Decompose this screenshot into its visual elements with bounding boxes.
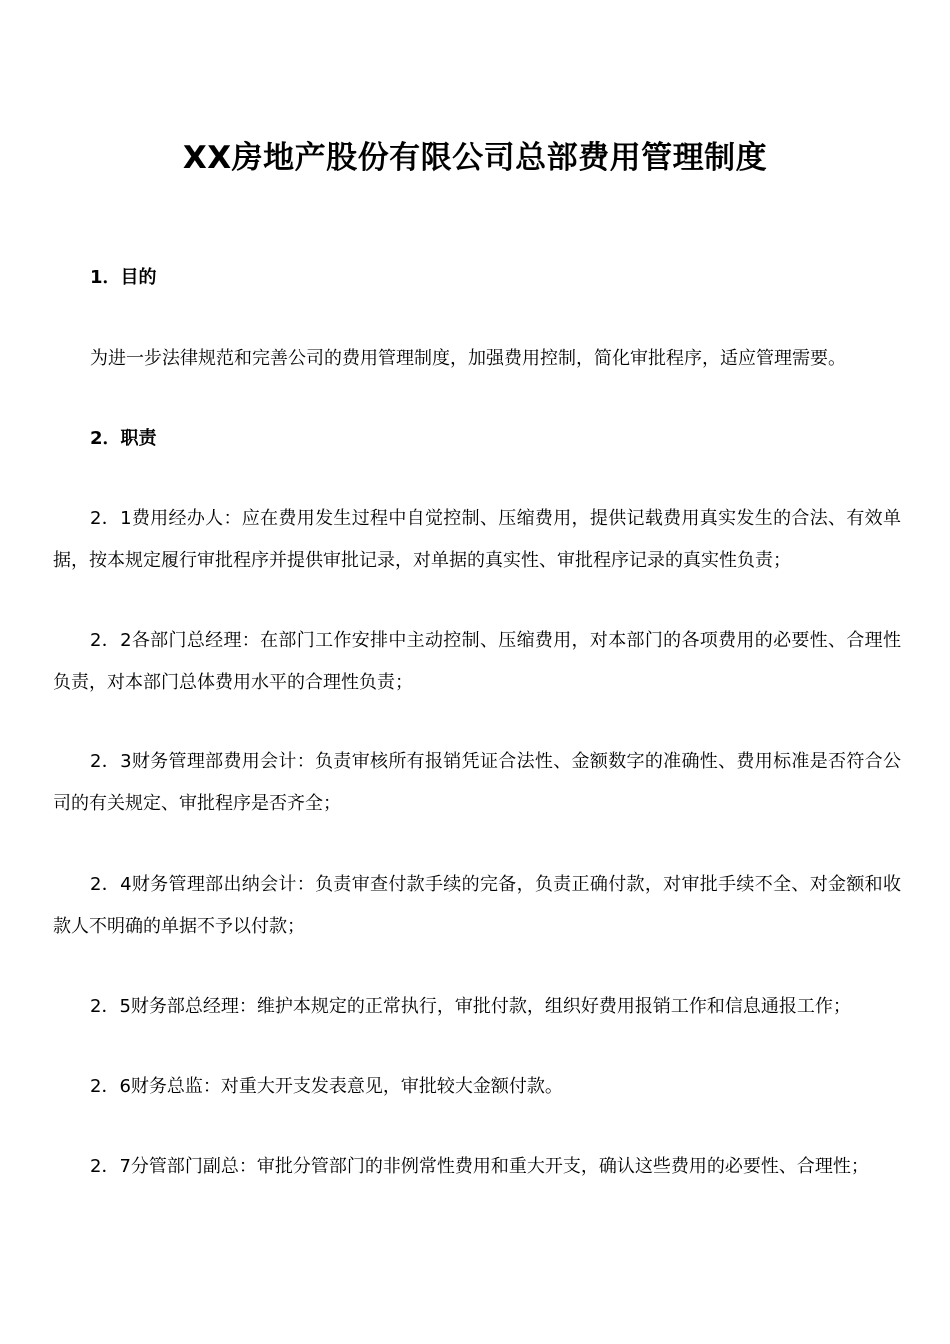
- paragraph-duty-2-5: 2．5财务部总经理：维护本规定的正常执行，审批付款，组织好费用报销工作和信息通报工作；: [90, 996, 851, 1017]
- paragraph-duty-2-2: 2．2各部门总经理：在部门工作安排中主动控制、压缩费用，对本部门的各项费用的必要性、合理性负责，对本部门总体费用水平的合理性负责；: [53, 630, 901, 693]
- document-title: XX房地产股份有限公司总部费用管理制度: [182, 140, 768, 176]
- paragraph-duty-2-3: 2．3财务管理部费用会计：负责审核所有报销凭证合法性、金额数字的准确性、费用标准是否符合公司的有关规定、审批程序是否齐全；: [53, 751, 901, 814]
- paragraph-duty-2-7: 2．7分管部门副总：审批分管部门的非例常性费用和重大开支，确认这些费用的必要性、合理性；: [90, 1156, 869, 1177]
- paragraph-purpose: 为进一步法律规范和完善公司的费用管理制度，加强费用控制，简化审批程序，适应管理需要。: [90, 348, 846, 369]
- section-heading-duties: 2．职责: [90, 428, 157, 449]
- paragraph-duty-2-1: 2．1费用经办人：应在费用发生过程中自觉控制、压缩费用，提供记载费用真实发生的合法、有效单据，按本规定履行审批程序并提供审批记录，对单据的真实性、审批程序记录的真实性负责；: [53, 508, 901, 571]
- section-heading-purpose: 1．目的: [90, 267, 157, 288]
- paragraph-duty-2-6: 2．6财务总监：对重大开支发表意见，审批较大金额付款。: [90, 1076, 563, 1097]
- paragraph-duty-2-4: 2．4财务管理部出纳会计：负责审查付款手续的完备，负责正确付款，对审批手续不全、对金额和收款人不明确的单据不予以付款；: [53, 874, 901, 937]
